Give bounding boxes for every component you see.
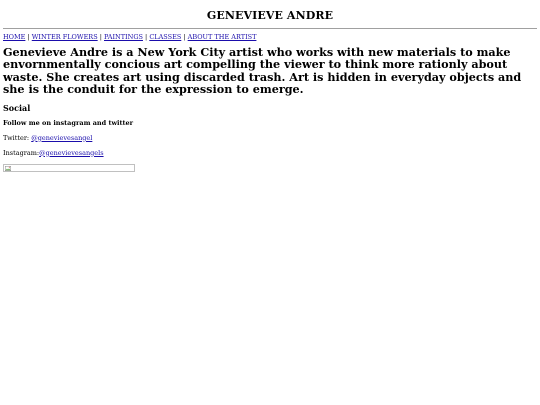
nav-separator: | [145, 33, 150, 41]
artist-intro: Genevieve Andre is a New York City artist who works with new materials to make envornmentally concious art compelling the viewer to think more rationly about waste. She creates art using discarded trash. Art is hidden in everyday objects and she is the conduit for the expression to emerge. [3, 45, 522, 97]
site-title: GENEVIEVE ANDRE [206, 9, 334, 22]
nav-separator: | [27, 33, 32, 41]
instagram-handle-link[interactable]: @genevievesangels [39, 148, 104, 157]
broken-image[interactable] [3, 164, 135, 172]
nav-separator: | [183, 33, 188, 41]
follow-text: Follow me on instagram and twitter [3, 118, 134, 127]
twitter-line [3, 134, 537, 142]
nav-home-link[interactable]: HOME [3, 33, 26, 41]
social-heading: Social [3, 102, 31, 113]
instagram-line [3, 149, 537, 157]
page [0, 0, 540, 172]
twitter-handle-link[interactable]: @genevievesangel [31, 133, 93, 142]
nav-winter-flowers-link[interactable]: WINTER FLOWERS [31, 33, 98, 41]
nav-paintings-link[interactable]: PAINTINGS [104, 33, 143, 41]
nav-separator: | [99, 33, 104, 41]
main-nav [3, 33, 537, 42]
nav-about-the-artist-link[interactable]: ABOUT THE ARTIST [187, 33, 257, 41]
nav-classes-link[interactable]: CLASSES [149, 33, 182, 41]
twitter-label: Twitter: [3, 133, 30, 142]
instagram-label: Instagram: [3, 148, 40, 157]
header-divider [3, 28, 537, 29]
broken-image-icon [5, 166, 11, 171]
